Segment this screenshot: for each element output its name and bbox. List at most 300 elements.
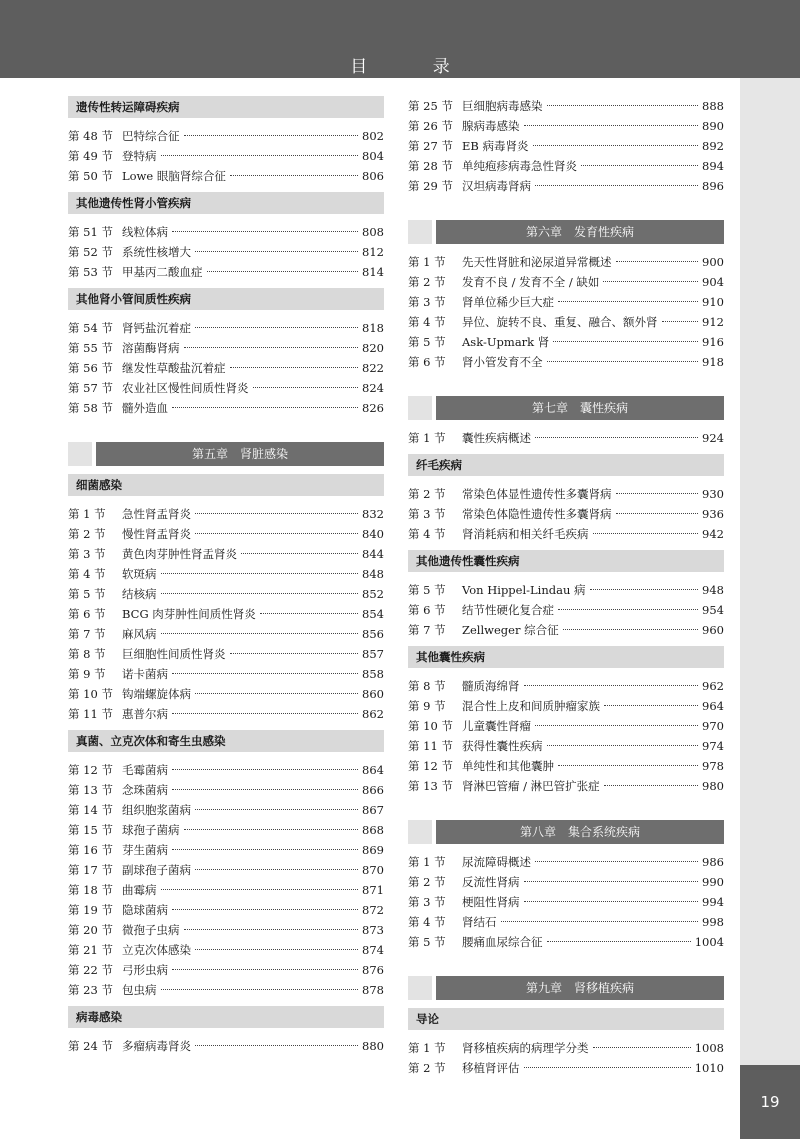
dot-leader: [558, 609, 698, 610]
dot-leader: [184, 929, 359, 930]
entry-number: 第 12 节: [68, 763, 113, 777]
entry-page: 994: [702, 895, 724, 909]
entry-title: 发育不良 / 发育不全 / 缺如: [462, 275, 600, 289]
entry-number: 第 50 节: [68, 169, 113, 183]
entry-title: Ask-Upmark 肾: [462, 335, 550, 349]
toc-entry[interactable]: [68, 504, 384, 524]
toc-entry[interactable]: [408, 872, 724, 892]
entry-page: 874: [362, 943, 384, 957]
dot-leader: [590, 589, 699, 590]
section-heading: 遗传性转运障碍疾病: [68, 96, 384, 118]
entry-page: 918: [702, 355, 724, 369]
toc-entry[interactable]: [68, 704, 384, 724]
toc-entry[interactable]: [68, 242, 384, 262]
entry-number: 第 25 节: [408, 99, 453, 113]
entry-number: 第 5 节: [68, 587, 106, 601]
dot-leader: [524, 881, 699, 882]
entry-number: 第 1 节: [408, 255, 446, 269]
toc-entry[interactable]: [68, 664, 384, 684]
page-number: 19: [740, 1065, 800, 1139]
entry-number: 第 19 节: [68, 903, 113, 917]
dot-leader: [662, 321, 699, 322]
entry-title: 球孢子菌病: [122, 823, 180, 837]
dot-leader: [161, 633, 359, 634]
toc-entry[interactable]: [408, 600, 724, 620]
entry-page: 826: [362, 401, 384, 415]
section-heading: 其他遗传性肾小管疾病: [68, 192, 384, 214]
dot-leader: [195, 1045, 358, 1046]
entry-page: 860: [362, 687, 384, 701]
entry-title: Von Hippel-Lindau 病: [462, 583, 586, 597]
entry-title: 髓外造血: [122, 401, 168, 415]
entry-number: 第 22 节: [68, 963, 113, 977]
dot-leader: [195, 251, 358, 252]
entry-number: 第 1 节: [408, 1041, 446, 1055]
toc-entry[interactable]: [68, 564, 384, 584]
dot-leader: [563, 629, 698, 630]
entry-title: 肾钙盐沉着症: [122, 321, 191, 335]
entry-title: 尿流障碍概述: [462, 855, 531, 869]
toc-entry[interactable]: [408, 312, 724, 332]
entry-number: 第 13 节: [408, 779, 453, 793]
section-heading: 纤毛疾病: [408, 454, 724, 476]
entry-title: 线粒体病: [122, 225, 168, 239]
dot-leader: [230, 367, 359, 368]
toc-entry[interactable]: [68, 960, 384, 980]
entry-page: 848: [362, 567, 384, 581]
chapter-heading: [408, 220, 724, 244]
entry-title: 巨细胞病毒感染: [462, 99, 543, 113]
entry-title: 单纯性和其他囊肿: [462, 759, 554, 773]
dot-leader: [184, 347, 359, 348]
section-heading: 其他肾小管间质性疾病: [68, 288, 384, 310]
toc-entry[interactable]: [68, 1036, 384, 1056]
dot-leader: [207, 271, 359, 272]
dot-leader: [547, 361, 699, 362]
entry-title: 单纯疱疹病毒急性肾炎: [462, 159, 577, 173]
dot-leader: [593, 533, 699, 534]
toc-entry[interactable]: [408, 756, 724, 776]
toc-entry[interactable]: [408, 852, 724, 872]
entry-page: 878: [362, 983, 384, 997]
entry-page: 954: [702, 603, 724, 617]
toc-entry[interactable]: [408, 484, 724, 504]
page-title: 目 录: [350, 57, 480, 77]
entry-page: 866: [362, 783, 384, 797]
entry-page: 924: [702, 431, 724, 445]
toc-entry[interactable]: [408, 1038, 724, 1058]
dot-leader: [524, 125, 699, 126]
toc-entry[interactable]: [408, 116, 724, 136]
entry-page: 868: [362, 823, 384, 837]
dot-leader: [533, 145, 699, 146]
section-heading: 导论: [408, 1008, 724, 1030]
entry-number: 第 6 节: [68, 607, 106, 621]
entry-number: 第 11 节: [68, 707, 113, 721]
entry-title: 钩端螺旋体病: [122, 687, 191, 701]
entry-page: 998: [702, 915, 724, 929]
entry-title: 肾小管发育不全: [462, 355, 543, 369]
entry-page: 1008: [694, 1041, 724, 1055]
entry-title: 混合性上皮和间质肿瘤家族: [462, 699, 600, 713]
toc-entry[interactable]: [68, 840, 384, 860]
chapter-marker: [408, 396, 432, 420]
entry-number: 第 58 节: [68, 401, 113, 415]
dot-leader: [161, 889, 359, 890]
toc-entry[interactable]: [408, 428, 724, 448]
dot-leader: [535, 185, 698, 186]
entry-title: 先天性肾脏和泌尿道异常概述: [462, 255, 612, 269]
dot-leader: [195, 949, 358, 950]
section-heading: 病毒感染: [68, 1006, 384, 1028]
entry-title: 麻风病: [122, 627, 157, 641]
entry-page: 873: [362, 923, 384, 937]
entry-title: 常染色体显性遗传性多囊肾病: [462, 487, 612, 501]
dot-leader: [184, 135, 359, 136]
entry-number: 第 52 节: [68, 245, 113, 259]
entry-page: 876: [362, 963, 384, 977]
dot-leader: [195, 533, 358, 534]
entry-title: 芽生菌病: [122, 843, 168, 857]
entry-number: 第 13 节: [68, 783, 113, 797]
dot-leader: [616, 513, 699, 514]
entry-number: 第 53 节: [68, 265, 113, 279]
entry-title: 惠普尔病: [122, 707, 168, 721]
entry-title: 微孢子虫病: [122, 923, 180, 937]
entry-title: 巨细胞性间质性肾炎: [122, 647, 226, 661]
entry-number: 第 28 节: [408, 159, 453, 173]
dot-leader: [172, 909, 358, 910]
toc-entry[interactable]: [68, 126, 384, 146]
toc-entry[interactable]: [68, 820, 384, 840]
entry-page: 862: [362, 707, 384, 721]
entry-title: 多瘤病毒肾炎: [122, 1039, 191, 1053]
entry-title: 汉坦病毒肾病: [462, 179, 531, 193]
entry-page: 852: [362, 587, 384, 601]
entry-number: 第 18 节: [68, 883, 113, 897]
entry-title: 甲基丙二酸血症: [122, 265, 203, 279]
toc-entry[interactable]: [68, 980, 384, 1000]
dot-leader: [172, 969, 358, 970]
dot-leader: [161, 573, 359, 574]
entry-number: 第 9 节: [68, 667, 106, 681]
dot-leader: [558, 301, 698, 302]
entry-number: 第 14 节: [68, 803, 113, 817]
entry-number: 第 3 节: [408, 295, 446, 309]
entry-number: 第 21 节: [68, 943, 113, 957]
dot-leader: [616, 493, 699, 494]
toc-entry[interactable]: [68, 644, 384, 664]
entry-page: 824: [362, 381, 384, 395]
toc-entry[interactable]: [408, 352, 724, 372]
entry-number: 第 4 节: [408, 315, 446, 329]
toc-entry[interactable]: [68, 760, 384, 780]
entry-number: 第 5 节: [408, 583, 446, 597]
toc-entry[interactable]: [408, 252, 724, 272]
entry-number: 第 26 节: [408, 119, 453, 133]
dot-leader: [593, 1047, 691, 1048]
toc-entry[interactable]: [68, 262, 384, 282]
entry-page: 858: [362, 667, 384, 681]
entry-number: 第 2 节: [68, 527, 106, 541]
entry-number: 第 48 节: [68, 129, 113, 143]
entry-number: 第 2 节: [408, 487, 446, 501]
dot-leader: [524, 1067, 691, 1068]
entry-number: 第 4 节: [408, 527, 446, 541]
toc-entry[interactable]: [408, 292, 724, 312]
chapter-heading: [408, 396, 724, 420]
entry-title: 诺卡菌病: [122, 667, 168, 681]
entry-title: 继发性草酸盐沉着症: [122, 361, 226, 375]
entry-page: 856: [362, 627, 384, 641]
entry-page: 818: [362, 321, 384, 335]
entry-title: 反流性肾病: [462, 875, 520, 889]
dot-leader: [604, 785, 698, 786]
entry-title: 隐球菌病: [122, 903, 168, 917]
dot-leader: [195, 513, 358, 514]
toc-entry[interactable]: [68, 624, 384, 644]
dot-leader: [195, 869, 358, 870]
entry-page: 857: [362, 647, 384, 661]
chapter-title: 第六章 发育性疾病: [436, 220, 724, 244]
toc-entry[interactable]: [68, 920, 384, 940]
entry-number: 第 4 节: [68, 567, 106, 581]
entry-number: 第 1 节: [408, 855, 446, 869]
section-heading: 细菌感染: [68, 474, 384, 496]
entry-page: 880: [362, 1039, 384, 1053]
entry-title: 巴特综合征: [122, 129, 180, 143]
toc-entry[interactable]: [408, 776, 724, 796]
toc-entry[interactable]: [408, 524, 724, 544]
entry-title: 溶菌酶肾病: [122, 341, 180, 355]
toc-entry[interactable]: [68, 222, 384, 242]
dot-leader: [524, 901, 699, 902]
entry-page: 910: [702, 295, 724, 309]
toc-entry[interactable]: [68, 800, 384, 820]
entry-page: 986: [702, 855, 724, 869]
dot-leader: [230, 175, 358, 176]
toc-entry[interactable]: [408, 96, 724, 116]
entry-number: 第 10 节: [68, 687, 113, 701]
toc-entry[interactable]: [408, 504, 724, 524]
entry-title: 梗阻性肾病: [462, 895, 520, 909]
entry-number: 第 9 节: [408, 699, 446, 713]
entry-title: 获得性囊性疾病: [462, 739, 543, 753]
entry-number: 第 2 节: [408, 875, 446, 889]
chapter-title: 第八章 集合系统疾病: [436, 820, 724, 844]
dot-leader: [172, 769, 358, 770]
dot-leader: [547, 941, 691, 942]
dot-leader: [161, 155, 359, 156]
dot-leader: [524, 685, 699, 686]
toc-entry[interactable]: [68, 338, 384, 358]
entry-number: 第 24 节: [68, 1039, 113, 1053]
toc-entry[interactable]: [68, 524, 384, 544]
dot-leader: [604, 705, 698, 706]
entry-page: 978: [702, 759, 724, 773]
dot-leader: [535, 861, 698, 862]
entry-title: 移植肾评估: [462, 1061, 520, 1075]
entry-title: 登特病: [122, 149, 157, 163]
dot-leader: [184, 829, 359, 830]
entry-title: 弓形虫病: [122, 963, 168, 977]
dot-leader: [172, 849, 358, 850]
entry-page: 964: [702, 699, 724, 713]
toc-entry[interactable]: [408, 1058, 724, 1078]
entry-number: 第 12 节: [408, 759, 453, 773]
section-heading: 其他遗传性囊性疾病: [408, 550, 724, 572]
entry-title: 黄色肉芽肿性肾盂肾炎: [122, 547, 237, 561]
entry-page: 894: [702, 159, 724, 173]
entry-title: 儿童囊性肾瘤: [462, 719, 531, 733]
entry-title: 结核病: [122, 587, 157, 601]
dot-leader: [172, 713, 358, 714]
toc-entry[interactable]: [408, 272, 724, 292]
entry-page: 942: [702, 527, 724, 541]
entry-number: 第 6 节: [408, 603, 446, 617]
entry-page: 974: [702, 739, 724, 753]
toc-entry[interactable]: [68, 900, 384, 920]
dot-leader: [172, 407, 358, 408]
entry-title: 念珠菌病: [122, 783, 168, 797]
entry-number: 第 17 节: [68, 863, 113, 877]
entry-number: 第 10 节: [408, 719, 453, 733]
toc-entry[interactable]: [68, 166, 384, 186]
toc-entry[interactable]: [68, 940, 384, 960]
entry-title: 包虫病: [122, 983, 157, 997]
entry-page: 990: [702, 875, 724, 889]
entry-title: 副球孢子菌病: [122, 863, 191, 877]
entry-number: 第 4 节: [408, 915, 446, 929]
entry-page: 808: [362, 225, 384, 239]
toc-right-column: [408, 96, 724, 1078]
entry-page: 812: [362, 245, 384, 259]
toc-entry[interactable]: [408, 892, 724, 912]
entry-title: 急性肾盂肾炎: [122, 507, 191, 521]
entry-number: 第 8 节: [68, 647, 106, 661]
entry-page: 936: [702, 507, 724, 521]
toc-entry[interactable]: [408, 696, 724, 716]
toc-entry[interactable]: [68, 318, 384, 338]
entry-number: 第 3 节: [408, 507, 446, 521]
toc-entry[interactable]: [68, 544, 384, 564]
toc-entry[interactable]: [68, 684, 384, 704]
entry-page: 1010: [694, 1061, 724, 1075]
entry-page: 802: [362, 129, 384, 143]
toc-entry[interactable]: [408, 620, 724, 640]
toc-entry[interactable]: [68, 780, 384, 800]
toc-entry[interactable]: [408, 912, 724, 932]
entry-page: 822: [362, 361, 384, 375]
entry-page: 804: [362, 149, 384, 163]
entry-page: 916: [702, 335, 724, 349]
entry-title: 慢性肾盂肾炎: [122, 527, 191, 541]
toc-entry[interactable]: [408, 156, 724, 176]
toc-entry[interactable]: [408, 676, 724, 696]
entry-title: 曲霉病: [122, 883, 157, 897]
entry-page: 864: [362, 763, 384, 777]
entry-page: 970: [702, 719, 724, 733]
toc-entry[interactable]: [68, 398, 384, 418]
dot-leader: [547, 745, 699, 746]
entry-title: 系统性核增大: [122, 245, 191, 259]
toc-entry[interactable]: [408, 136, 724, 156]
entry-number: 第 55 节: [68, 341, 113, 355]
entry-page: 870: [362, 863, 384, 877]
toc-entry[interactable]: [68, 604, 384, 624]
dot-leader: [172, 231, 358, 232]
toc-entry[interactable]: [408, 932, 724, 952]
toc-entry[interactable]: [408, 736, 724, 756]
entry-page: 872: [362, 903, 384, 917]
entry-page: 890: [702, 119, 724, 133]
toc-entry[interactable]: [408, 580, 724, 600]
entry-title: 立克次体感染: [122, 943, 191, 957]
entry-number: 第 8 节: [408, 679, 446, 693]
dot-leader: [195, 809, 358, 810]
side-margin-bar: [740, 78, 800, 1139]
entry-number: 第 56 节: [68, 361, 113, 375]
entry-number: 第 5 节: [408, 335, 446, 349]
entry-number: 第 7 节: [408, 623, 446, 637]
entry-page: 960: [702, 623, 724, 637]
entry-page: 930: [702, 487, 724, 501]
entry-title: BCG 肉芽肿性间质性肾炎: [122, 607, 256, 621]
toc-entry[interactable]: [68, 584, 384, 604]
dot-leader: [161, 593, 359, 594]
dot-leader: [535, 725, 698, 726]
toc-entry[interactable]: [68, 880, 384, 900]
entry-number: 第 57 节: [68, 381, 113, 395]
toc-entry[interactable]: [68, 358, 384, 378]
entry-number: 第 54 节: [68, 321, 113, 335]
entry-number: 第 3 节: [408, 895, 446, 909]
entry-title: 结节性硬化复合症: [462, 603, 554, 617]
toc-entry[interactable]: [408, 716, 724, 736]
toc-entry[interactable]: [408, 176, 724, 196]
toc-left-column: [68, 96, 384, 1056]
entry-page: 1004: [694, 935, 724, 949]
entry-page: 840: [362, 527, 384, 541]
entry-number: 第 16 节: [68, 843, 113, 857]
entry-number: 第 23 节: [68, 983, 113, 997]
dot-leader: [553, 341, 698, 342]
toc-entry[interactable]: [68, 146, 384, 166]
toc-entry[interactable]: [408, 332, 724, 352]
chapter-heading: [68, 442, 384, 466]
section-heading: 真菌、立克次体和寄生虫感染: [68, 730, 384, 752]
entry-title: Zellweger 综合征: [462, 623, 559, 637]
entry-number: 第 27 节: [408, 139, 453, 153]
toc-entry[interactable]: [68, 860, 384, 880]
entry-title: 肾淋巴管瘤 / 淋巴管扩张症: [462, 779, 600, 793]
dot-leader: [535, 437, 698, 438]
toc-entry[interactable]: [68, 378, 384, 398]
section-heading: 其他囊性疾病: [408, 646, 724, 668]
entry-page: 904: [702, 275, 724, 289]
entry-page: 892: [702, 139, 724, 153]
entry-number: 第 15 节: [68, 823, 113, 837]
chapter-title: 第七章 囊性疾病: [436, 396, 724, 420]
entry-page: 814: [362, 265, 384, 279]
entry-title: 毛霉菌病: [122, 763, 168, 777]
entry-title: 髓质海绵肾: [462, 679, 520, 693]
entry-title: 腺病毒感染: [462, 119, 520, 133]
entry-page: 871: [362, 883, 384, 897]
entry-page: 962: [702, 679, 724, 693]
entry-number: 第 6 节: [408, 355, 446, 369]
dot-leader: [603, 281, 698, 282]
